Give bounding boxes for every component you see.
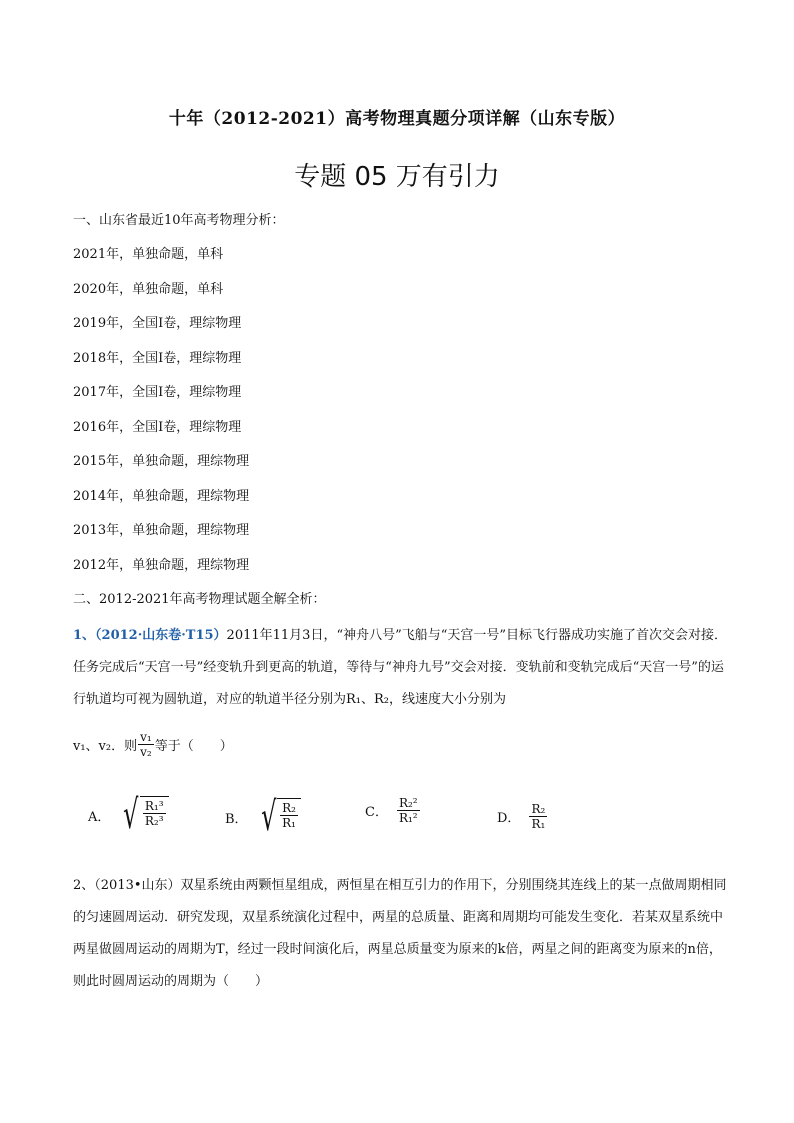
question-2 [73,870,733,998]
option-d-num: R₂ [531,802,546,816]
question-1-label: 1、（2012·山东卷·T15） [73,628,227,643]
year-line: 2018年，全国Ⅰ卷，理综物理 [73,351,242,366]
year-line: 2012年，单独命题，理综物理 [73,558,250,573]
year-line: 2014年，单独命题，理综物理 [73,489,250,504]
question-1 [73,620,733,716]
velocity-ratio [138,730,154,759]
option-c[interactable] [365,796,421,825]
velocity-ratio-num: v₁ [140,730,152,744]
question-1-tail [73,730,233,759]
section2-heading: 二、2012-2021年高考物理试题全解全析： [73,592,326,607]
option-b-letter: B． [225,811,248,827]
option-a[interactable] [88,792,169,838]
topic-title: 专题 05 万有引力 [294,162,500,192]
sqrt-sign-icon: √ [123,792,139,838]
option-d[interactable] [497,802,548,831]
option-c-frac [397,796,420,825]
option-d-letter: D． [497,811,521,826]
question-1-tail-pre: v₁、v₂．则 [73,739,138,754]
question-2-text: 双星系统由两颗恒星组成，两恒星在相互引力的作用下，分别围绕其连线上的某一点做周期相同的匀速圆周运动．研究发现，双星系统演化过程中，两星的总质量、距离和周期均可能发生变化．若某双星系统中两星做圆周运动的周期为T，经过一段时间演化后，两星总质量变为原来的k倍，两星之间的距离变为原来的n倍，则此时圆周运动的周期为（ ） [73,878,727,989]
sqrt-sign-icon: √ [260,794,276,840]
question-2-label: 2、（2013•山东） [73,878,181,893]
question-1-text: 2011年11月3日，“神舟八号”飞船与“天宫一号”目标飞行器成功实施了首次交会对接．任务完成后“天宫一号”经变轨升到更高的轨道，等待与“神舟九号”交会对接．变轨前和变轨完成后“天宫一号”的运行轨道均可视为圆轨道，对应的轨道半径分别为R₁、R₂，线速度大小分别为 [73,628,728,707]
option-b[interactable] [225,794,301,840]
option-d-den: R₁ [531,817,546,831]
option-b-num: R₂ [282,801,296,815]
year-line: 2020年，单独命题，单科 [73,282,224,297]
year-line: 2019年，全国Ⅰ卷，理综物理 [73,316,242,331]
option-c-num: R₂² [398,796,418,810]
year-line: 2016年，全国Ⅰ卷，理综物理 [73,420,242,435]
option-a-den: R₂³ [144,814,164,828]
option-b-sqrt [256,794,301,840]
question-1-tail-post: 等于（ ） [154,739,233,754]
analysis-heading: 一、山东省最近10年高考物理分析： [73,213,285,228]
year-line: 2015年，单独命题，理综物理 [73,454,250,469]
option-a-letter: A． [88,809,111,825]
option-c-letter: C． [365,805,388,820]
document-title: 十年（2012-2021）高考物理真题分项详解（山东专版） [168,109,626,129]
option-a-sqrt [118,792,168,838]
year-line: 2017年，全国Ⅰ卷，理综物理 [73,385,242,400]
option-c-den: R₁² [398,811,418,825]
year-line: 2021年，单独命题，单科 [73,247,224,262]
option-a-num: R₁³ [144,799,164,813]
option-d-frac [529,802,547,831]
velocity-ratio-den: v₂ [140,745,152,759]
year-line: 2013年，单独命题，理综物理 [73,523,250,538]
option-b-den: R₁ [282,816,296,830]
